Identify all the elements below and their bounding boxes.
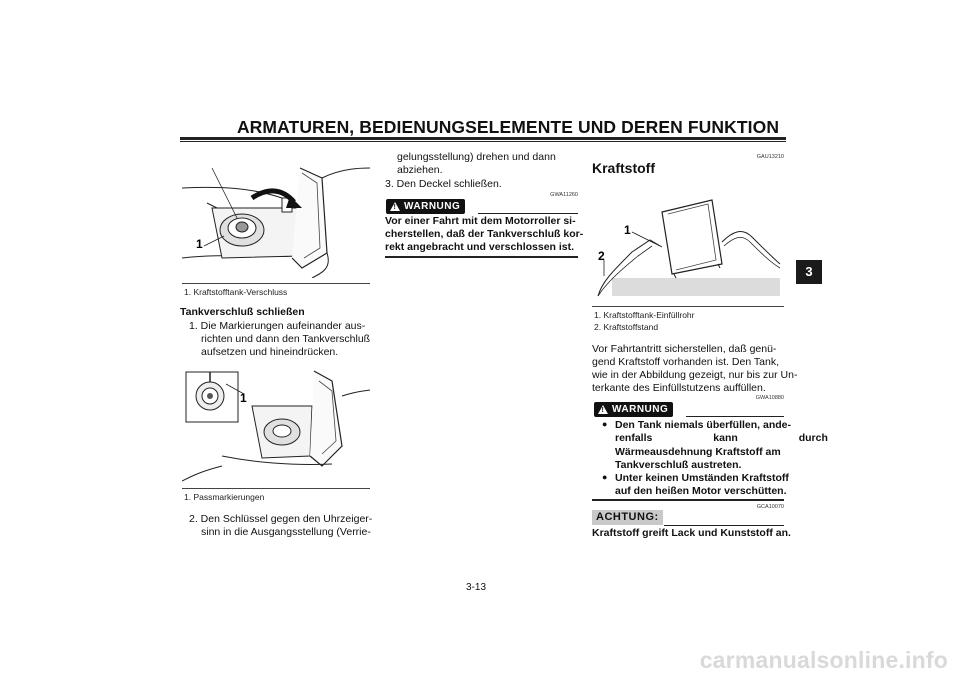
section-title-cap-close: Tankverschluß schließen (180, 306, 305, 318)
section-code-fuel: GAU13210 (756, 154, 784, 160)
bullet-item-2 (602, 472, 789, 499)
fig2-label: 1 (240, 391, 247, 405)
step1-line3: aufsetzen und hineindrücken. (201, 346, 339, 358)
fuel-para-line3: wie in der Abbildung gezeigt, nur bis zur Un- (592, 369, 798, 381)
step2-line2: sinn in die Ausgangsstellung (Verrie- (201, 526, 371, 538)
bullet1-line2 (615, 432, 828, 445)
step1-line2: richten und dann den Tankverschluß (201, 333, 371, 345)
warning-triangle-icon: ! (390, 202, 400, 211)
warning-top-rule-2 (686, 416, 784, 417)
warning-label-1: WARNUNG (404, 201, 461, 212)
warning-label-2: WARNUNG (612, 404, 669, 415)
bullet1-line3: Wärmeausdehnung Kraftstoff am (615, 445, 781, 458)
bullet-item-1 (602, 419, 828, 472)
chapter-tab[interactable]: 3 (796, 260, 822, 284)
fuel-level-figure (592, 192, 782, 300)
warning1-line2: cherstellen, daß der Tankverschluß kor- (385, 228, 584, 240)
caution-top-rule (664, 525, 784, 526)
warning1-line1: Vor einer Fahrt mit dem Motorroller si- (385, 215, 576, 227)
step1-line1: 1. Die Markierungen aufeinander aus- (189, 320, 366, 332)
fuel-cap-figure (182, 158, 370, 278)
fuel-caption-1: 1. Kraftstofftank-Einfüllrohr (594, 310, 695, 320)
bullet2-line2: auf den heißen Motor verschütten. (615, 485, 787, 498)
warning-code-2: GWA10880 (755, 395, 784, 401)
section-title-fuel: Kraftstoff (592, 160, 655, 176)
fig2-caption: 1. Passmarkierungen (184, 492, 265, 502)
bullet2-line1: Unter keinen Umständen Kraftstoff (615, 472, 789, 484)
caution-code: GCA10070 (756, 504, 784, 510)
fuel-fig-label-1: 1 (624, 223, 631, 237)
warning-badge-2 (594, 402, 673, 417)
fuel-para-line1: Vor Fahrtantritt sicherstellen, daß genü- (592, 343, 777, 355)
warning1-line3: rekt angebracht und verschlossen ist. (385, 241, 575, 253)
step3: 3. Den Deckel schließen. (385, 178, 502, 190)
caution-text: Kraftstoff greift Lack und Kunststoff an. (592, 527, 791, 539)
bullet1-line4: Tankverschluß austreten. (615, 458, 742, 471)
warning-bottom-rule-2 (592, 499, 784, 501)
watermark-text[interactable]: carmanualsonline.info (699, 647, 948, 673)
header-rule (180, 137, 786, 140)
bullet1-line2-text: renfalls kann durch (615, 432, 828, 445)
step2-cont-line1: gelungsstellung) drehen und dann (397, 151, 556, 163)
fuel-para-line2: gend Kraftstoff vorhanden ist. Den Tank, (592, 356, 779, 368)
caption-rule-2 (182, 488, 370, 489)
step2-cont-line2: abziehen. (397, 164, 443, 176)
page-number: 3-13 (466, 582, 487, 593)
header-rule-thin (180, 141, 786, 142)
warning-bottom-rule-1 (385, 256, 578, 258)
warning-code-1: GWA11260 (550, 192, 578, 198)
warning-triangle-icon: ! (598, 405, 608, 414)
caution-badge: ACHTUNG: (592, 510, 663, 525)
fig1-caption: 1. Kraftstofftank-Verschluss (184, 287, 288, 297)
fig1-label: 1 (196, 237, 203, 251)
fuel-para-line4: terkante des Einfüllstutzens auffüllen. (592, 382, 766, 394)
step2-line1: 2. Den Schlüssel gegen den Uhrzeiger- (189, 513, 373, 525)
caption-rule-3 (592, 306, 784, 307)
alignment-marks-figure (182, 366, 370, 486)
fuel-caption-2: 2. Kraftstoffstand (594, 322, 659, 332)
caption-rule (182, 283, 370, 284)
warning-badge-1 (386, 199, 465, 214)
bullet-icon: ● (602, 472, 608, 482)
page-header-title: ARMATUREN, BEDIENUNGSELEMENTE UND DEREN FUNKTION (236, 117, 780, 137)
bullet1-line1: Den Tank niemals überfüllen, ande- (615, 419, 792, 431)
warning-top-rule-1 (478, 213, 578, 214)
fuel-fig-label-2: 2 (598, 249, 605, 263)
bullet-icon: ● (602, 419, 608, 429)
